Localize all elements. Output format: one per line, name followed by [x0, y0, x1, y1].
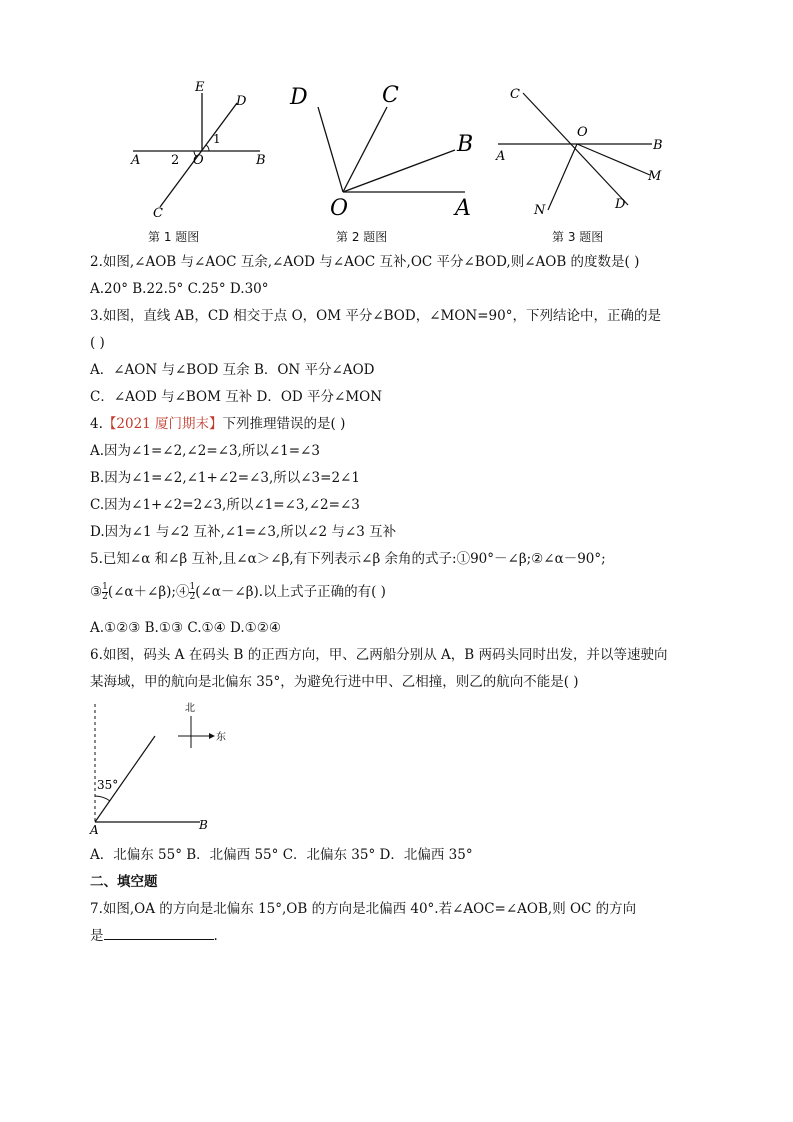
- figure-3: [490, 78, 670, 223]
- question-7-line-1: 7.如图,OA 的方向是北偏东 15°,OB 的方向是北偏西 40°.若∠AOC=∠AOB,则 OC 的方向: [90, 901, 637, 917]
- label-O: O: [330, 196, 349, 221]
- question-7-line-2: 是 .: [90, 928, 218, 944]
- fraction-half-b: $\frac{1}{2}$: [189, 582, 196, 602]
- figure-2: [285, 80, 480, 225]
- marker-3: ③: [90, 584, 103, 600]
- east-label: 东: [216, 732, 226, 743]
- label-A: A: [131, 153, 141, 168]
- question-4-option-d: D.因为∠1 与∠2 互补,∠1=∠3,所以∠2 与∠3 互补: [90, 524, 397, 540]
- label-C: C: [510, 87, 520, 102]
- figure-3-caption: 第 3 题图: [552, 230, 604, 244]
- question-5-line-2: [90, 583, 386, 602]
- question-4-option-c: C.因为∠1+∠2=2∠3,所以∠1=∠3,∠2=∠3: [90, 497, 360, 513]
- question-4-number: 4.: [90, 416, 103, 432]
- section-title: 二、填空题: [90, 874, 158, 890]
- label-B: B: [653, 138, 663, 153]
- label-O: O: [577, 125, 588, 140]
- label-M: M: [648, 169, 662, 184]
- label-B: B: [256, 153, 266, 168]
- figure-1: [125, 75, 275, 225]
- figure-2-caption: 第 2 题图: [336, 230, 388, 244]
- label-A: A: [496, 149, 506, 164]
- question-4-option-b: B.因为∠1=∠2,∠1+∠2=∠3,所以∠3=2∠1: [90, 470, 360, 486]
- expr-sum: (∠α＋∠β);④: [107, 584, 190, 600]
- question-5-line-1: 5.已知∠α 和∠β 互补,且∠α＞∠β,有下列表示∠β 余角的式子:①90°－∠β;②∠α－90°;: [90, 551, 606, 567]
- label-D: D: [290, 85, 308, 110]
- question-6-options: A．北偏东 55° B．北偏西 55° C．北偏东 35° D．北偏西 35°: [90, 847, 473, 863]
- label-C: C: [153, 206, 163, 221]
- label-A: A: [90, 823, 99, 837]
- question-4-option-a: A.因为∠1=∠2,∠2=∠3,所以∠1=∠3: [90, 443, 320, 459]
- figure-6: [85, 698, 235, 838]
- question-2-text: 2.如图,∠AOB 与∠AOC 互余,∠AOD 与∠AOC 互补,OC 平分∠BOD,则∠AOB 的度数是( ): [90, 254, 640, 270]
- answer-blank[interactable]: [104, 927, 214, 940]
- label-D: D: [236, 94, 247, 109]
- label-B: B: [199, 818, 208, 832]
- source-tag: 【2021 厦门期末】: [102, 416, 223, 432]
- label-B: B: [457, 132, 474, 157]
- label-E: E: [195, 80, 205, 95]
- label-A: A: [455, 196, 471, 221]
- label-angle-2: 2: [171, 153, 180, 168]
- question-6-line-2: 某海域，甲的航向是北偏东 35°，为避免行进中甲、乙相撞，则乙的航向不能是( ): [90, 674, 579, 690]
- label-C: C: [382, 83, 399, 108]
- question-4-text: [90, 415, 345, 433]
- north-label: 北: [185, 703, 195, 714]
- label-angle-1: 1: [213, 132, 221, 146]
- question-5-options: A.①②③ B.①③ C.①④ D.①②④: [90, 620, 281, 636]
- question-2-options: A.20° B.22.5° C.25° D.30°: [90, 281, 269, 297]
- question-3-options-ab: A．∠AON 与∠BOD 互余 B．ON 平分∠AOD: [90, 362, 375, 378]
- question-7-prefix: 是: [90, 928, 104, 944]
- expr-diff: (∠α－∠β).以上式子正确的有( ): [195, 584, 386, 600]
- label-O: O: [193, 153, 204, 168]
- question-3-paren: ( ): [90, 335, 105, 351]
- angle-35-label: 35°: [97, 778, 119, 792]
- question-3-options-cd: C．∠AOD 与∠BOM 互补 D．OD 平分∠MON: [90, 389, 383, 405]
- figure-1-caption: 第 1 题图: [148, 230, 200, 244]
- label-D: D: [615, 197, 626, 212]
- question-4-stem: 下列推理错误的是( ): [222, 416, 346, 432]
- question-6-line-1: 6.如图，码头 A 在码头 B 的正西方向，甲、乙两船分别从 A，B 两码头同时出发，并以等速驶向: [90, 647, 668, 663]
- fraction-half-a: $\frac{1}{2}$: [102, 582, 108, 602]
- label-N: N: [534, 203, 546, 218]
- question-3-text: 3.如图，直线 AB，CD 相交于点 O，OM 平分∠BOD，∠MON=90°，下列结论中，正确的是: [90, 308, 661, 324]
